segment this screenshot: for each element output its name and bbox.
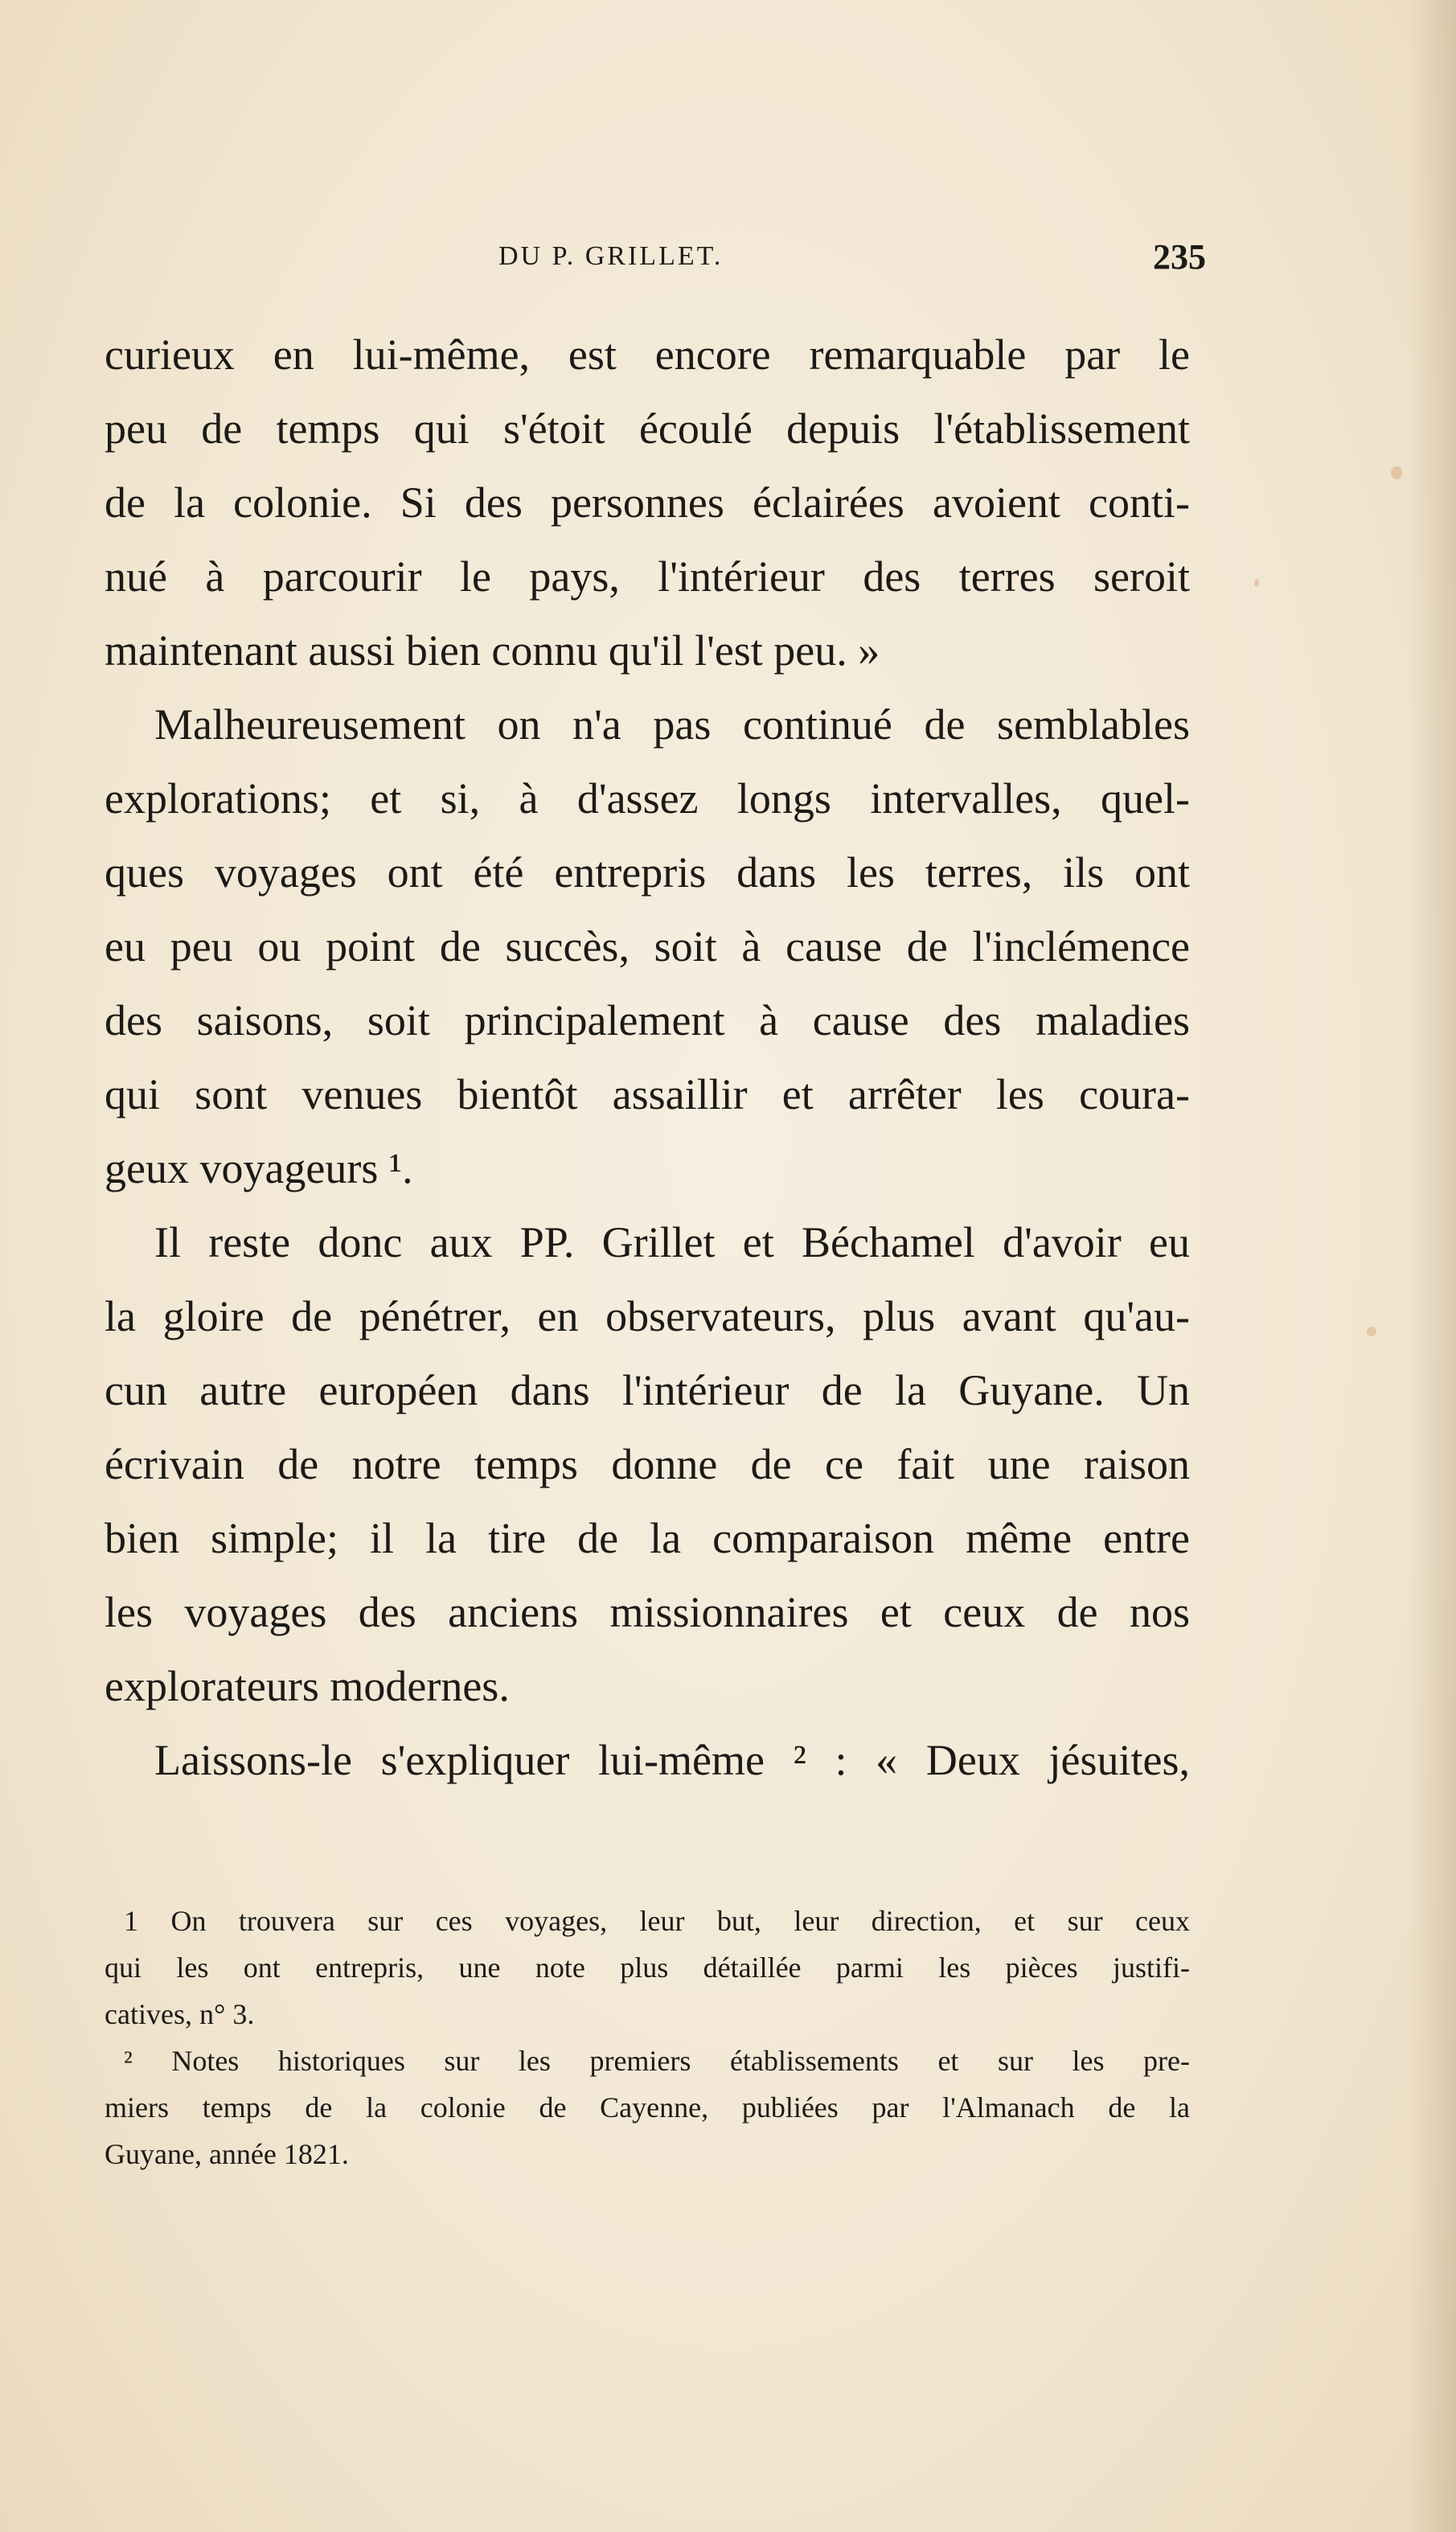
text-line: Laissons-le s'expliquer lui-même ² : « Deux jésuites, <box>154 1736 1190 1784</box>
text-line: ques voyages ont été entrepris dans les terres, ils ont <box>105 848 1190 897</box>
text-line: écrivain de notre temps donne de ce fait une raison <box>105 1440 1190 1488</box>
footnote-line: ² Notes historiques sur les premiers établissements et sur les pre- <box>124 2045 1190 2077</box>
text-line: Il reste donc aux PP. Grillet et Béchamel d'avoir eu <box>154 1218 1190 1266</box>
footnotes <box>105 1898 1190 2177</box>
text-line: geux voyageurs ¹. <box>105 1144 413 1192</box>
paper-speck <box>1391 466 1402 479</box>
footnote-line: catives, n° 3. <box>105 1998 255 2030</box>
page-number: 235 <box>1153 237 1206 277</box>
text-line: nué à parcourir le pays, l'intérieur des terres seroit <box>105 552 1190 601</box>
text-line: peu de temps qui s'étoit écoulé depuis l'établissement <box>105 404 1190 453</box>
text-line: Malheureusement on n'a pas continué de semblables <box>154 700 1190 749</box>
footnote-line: Guyane, année 1821. <box>105 2138 349 2170</box>
running-title: DU P. GRILLET. <box>498 241 724 271</box>
footnote-line: qui les ont entrepris, une note plus détaillée parmi les pièces justifi- <box>105 1951 1190 1984</box>
text-line: la gloire de pénétrer, en observateurs, plus avant qu'au- <box>105 1292 1190 1340</box>
footnote-line: miers temps de la colonie de Cayenne, publiées par l'Almanach de la <box>105 2091 1190 2124</box>
text-line: bien simple; il la tire de la comparaison même entre <box>105 1514 1190 1562</box>
text-line: explorateurs modernes. <box>105 1662 510 1710</box>
text-line: curieux en lui-même, est encore remarquable par le <box>105 330 1190 379</box>
footnote-line: 1 On trouvera sur ces voyages, leur but, leur direction, et sur ceux <box>124 1905 1190 1937</box>
text-line: cun autre européen dans l'intérieur de la Guyane. Un <box>105 1366 1190 1414</box>
page-edge-shadow <box>1408 0 1456 2532</box>
text-line: de la colonie. Si des personnes éclairées avoient conti- <box>105 478 1190 527</box>
text-line: eu peu ou point de succès, soit à cause de l'inclémence <box>105 922 1190 971</box>
text-line: des saisons, soit principalement à cause des maladies <box>105 996 1190 1044</box>
paper-speck <box>1367 1327 1376 1336</box>
text-line: les voyages des anciens missionnaires et ceux de nos <box>105 1588 1190 1636</box>
paper-speck <box>1254 579 1259 587</box>
text-line: qui sont venues bientôt assaillir et arrêter les coura- <box>105 1070 1190 1118</box>
page-header <box>105 237 1206 289</box>
body-text <box>105 318 1190 1797</box>
text-line: maintenant aussi bien connu qu'il l'est peu. » <box>105 626 880 675</box>
text-line: explorations; et si, à d'assez longs intervalles, quel- <box>105 774 1190 823</box>
